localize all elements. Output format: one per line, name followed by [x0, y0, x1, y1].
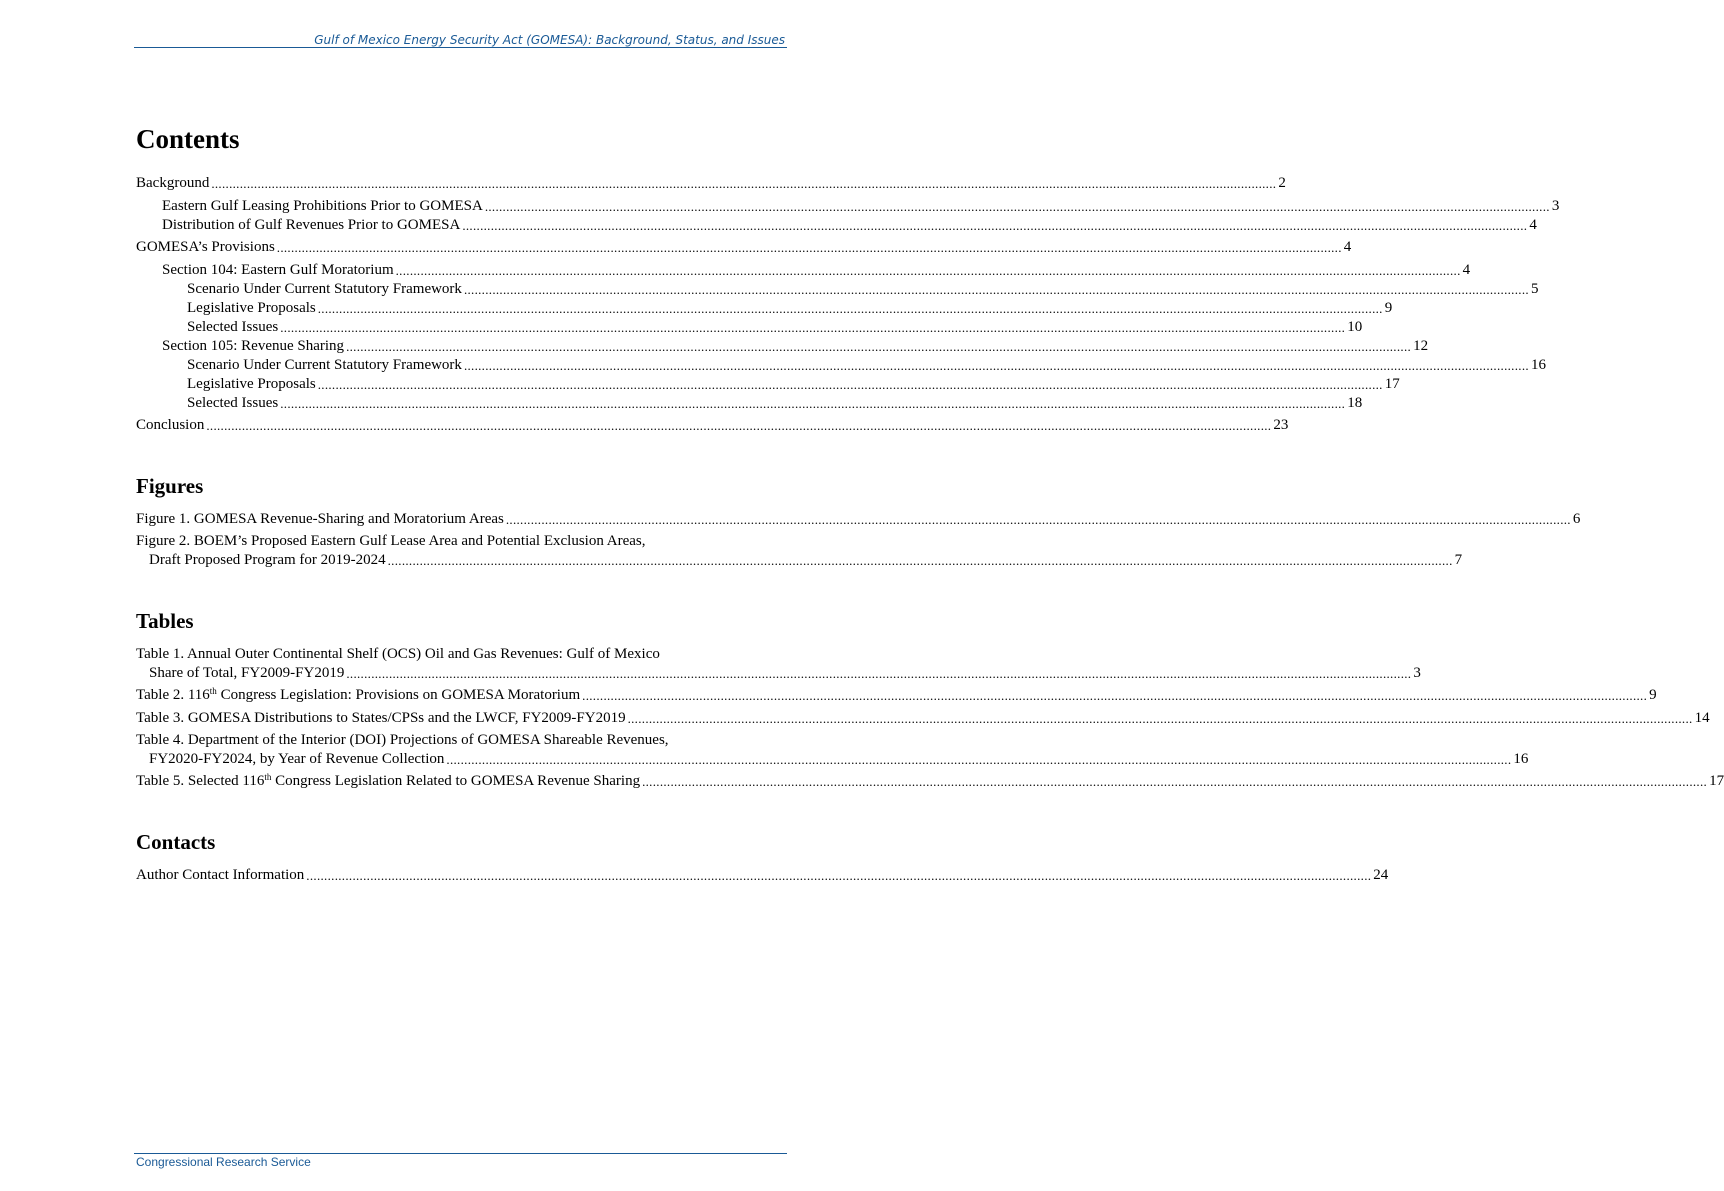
toc-entry-page: 16: [1530, 357, 1546, 373]
toc-entry-label: Scenario Under Current Statutory Framework: [187, 357, 462, 373]
toc-entry-background[interactable]: [136, 174, 1286, 193]
toc-entry-label: Table 2. 116th Congress Legislation: Provisions on GOMESA Moratorium: [136, 686, 581, 703]
toc-entry-issues-104[interactable]: [187, 318, 1363, 337]
running-header: Gulf of Mexico Energy Security Act (GOMESA): Background, Status, and Issues: [314, 33, 785, 47]
toc-entry-page: 4: [1529, 217, 1537, 233]
dot-leader: ............................................................................................................................................................................................................................................................................................................: [484, 199, 1550, 214]
toc-entry-table-5[interactable]: [136, 772, 1724, 791]
toc-entry-table-4-line1[interactable]: Table 4. Department of the Interior (DOI) Projections of GOMESA Shareable Revenues,: [136, 732, 669, 748]
contents-heading: Contents: [136, 124, 240, 154]
toc-entry-page: 10: [1347, 319, 1363, 335]
dot-leader: ............................................................................................................................................................................................................................................................................................................: [306, 868, 1372, 883]
toc-entry-page: 12: [1413, 338, 1429, 354]
dot-leader: ............................................................................................................................................................................................................................................................................................................: [395, 263, 1461, 278]
dot-leader: ............................................................................................................................................................................................................................................................................................................: [206, 418, 1272, 433]
toc-entry-label: Eastern Gulf Leasing Prohibitions Prior to GOMESA: [162, 198, 483, 214]
toc-entry-author-contact[interactable]: [136, 866, 1389, 885]
toc-entry-distribution-revenues[interactable]: [162, 216, 1537, 235]
toc-entry-section-105[interactable]: [162, 337, 1429, 356]
toc-entry-section-104[interactable]: [162, 261, 1471, 280]
toc-entry-figure-1[interactable]: [136, 510, 1581, 529]
footer-source: Congressional Research Service: [136, 1155, 311, 1169]
toc-entry-label: GOMESA’s Provisions: [136, 239, 275, 255]
dot-leader: ............................................................................................................................................................................................................................................................................................................: [346, 339, 1412, 354]
toc-entry-label: FY2020-FY2024, by Year of Revenue Collection: [149, 751, 445, 767]
toc-entry-page: 17: [1709, 773, 1724, 789]
toc-entry-page: 9: [1649, 687, 1657, 703]
dot-leader: ............................................................................................................................................................................................................................................................................................................: [463, 358, 1529, 373]
dot-leader: ............................................................................................................................................................................................................................................................................................................: [317, 301, 1383, 316]
toc-entry-page: 14: [1694, 710, 1710, 726]
toc-entry-table-3[interactable]: [136, 709, 1710, 728]
toc-entry-conclusion[interactable]: [136, 416, 1289, 435]
toc-entry-page: 24: [1373, 867, 1389, 883]
toc-entry-label: Selected Issues: [187, 319, 279, 335]
dot-leader: ............................................................................................................................................................................................................................................................................................................: [276, 240, 1342, 255]
toc-entry-figure-2[interactable]: [149, 551, 1463, 570]
toc-entry-label: Section 105: Revenue Sharing: [162, 338, 345, 354]
toc-entry-table-4[interactable]: [149, 750, 1529, 769]
toc-entry-table-2[interactable]: [136, 686, 1657, 705]
toc-entry-label: Figure 1. GOMESA Revenue-Sharing and Moratorium Areas: [136, 511, 504, 527]
dot-leader: ............................................................................................................................................................................................................................................................................................................: [211, 176, 1277, 191]
dot-leader: ............................................................................................................................................................................................................................................................................................................: [446, 752, 1512, 767]
dot-leader: ............................................................................................................................................................................................................................................................................................................: [462, 218, 1528, 233]
toc-entry-page: 23: [1273, 417, 1289, 433]
toc-entry-figure-2-line1[interactable]: Figure 2. BOEM’s Proposed Eastern Gulf Lease Area and Potential Exclusion Areas,: [136, 533, 646, 549]
toc-entry-label: Background: [136, 175, 210, 191]
toc-entry-label: Legislative Proposals: [187, 376, 316, 392]
toc-entry-legislative-104[interactable]: [187, 299, 1393, 318]
toc-entry-label: Scenario Under Current Statutory Framework: [187, 281, 462, 297]
toc-entry-label: Legislative Proposals: [187, 300, 316, 316]
toc-entry-label: Share of Total, FY2009-FY2019: [149, 665, 345, 681]
toc-entry-eastern-gulf-leasing[interactable]: [162, 197, 1560, 216]
dot-leader: ............................................................................................................................................................................................................................................................................................................: [582, 688, 1648, 703]
dot-leader: ............................................................................................................................................................................................................................................................................................................: [627, 711, 1693, 726]
toc-entry-label: Draft Proposed Program for 2019-2024: [149, 552, 386, 568]
dot-leader: ............................................................................................................................................................................................................................................................................................................: [317, 377, 1383, 392]
toc-entry-page: 3: [1551, 198, 1560, 214]
toc-entry-gomesa-provisions[interactable]: [136, 238, 1352, 257]
dot-leader: ............................................................................................................................................................................................................................................................................................................: [463, 282, 1529, 297]
footer-rule: [134, 1153, 787, 1154]
toc-entry-issues-105[interactable]: [187, 394, 1363, 413]
toc-entry-label: Section 104: Eastern Gulf Moratorium: [162, 262, 394, 278]
toc-entry-label: Table 3. GOMESA Distributions to States/CPSs and the LWCF, FY2009-FY2019: [136, 710, 626, 726]
dot-leader: ............................................................................................................................................................................................................................................................................................................: [642, 774, 1708, 789]
toc-entry-scenario-105[interactable]: [187, 356, 1546, 375]
toc-entry-page: 9: [1384, 300, 1393, 316]
toc-entry-page: 7: [1454, 552, 1463, 568]
figures-heading: Figures: [136, 474, 204, 498]
toc-entry-table-1-line1[interactable]: Table 1. Annual Outer Continental Shelf (OCS) Oil and Gas Revenues: Gulf of Mexico: [136, 646, 660, 662]
toc-entry-page: 4: [1343, 239, 1352, 255]
toc-entry-page: 18: [1347, 395, 1363, 411]
dot-leader: ............................................................................................................................................................................................................................................................................................................: [280, 396, 1346, 411]
tables-heading: Tables: [136, 609, 194, 633]
toc-entry-page: 3: [1413, 665, 1421, 681]
dot-leader: ............................................................................................................................................................................................................................................................................................................: [280, 320, 1346, 335]
contacts-heading: Contacts: [136, 830, 216, 854]
toc-entry-label: Distribution of Gulf Revenues Prior to GOMESA: [162, 217, 461, 233]
toc-entry-page: 4: [1462, 262, 1471, 278]
toc-entry-page: 5: [1530, 281, 1539, 297]
toc-entry-label: Author Contact Information: [136, 867, 305, 883]
dot-leader: ............................................................................................................................................................................................................................................................................................................: [505, 512, 1571, 527]
header-rule: [134, 47, 787, 48]
toc-entry-scenario-104[interactable]: [187, 280, 1539, 299]
toc-entry-legislative-105[interactable]: [187, 375, 1400, 394]
toc-entry-label: Selected Issues: [187, 395, 279, 411]
toc-entry-label: Table 5. Selected 116th Congress Legislation Related to GOMESA Revenue Sharing: [136, 772, 641, 789]
dot-leader: ............................................................................................................................................................................................................................................................................................................: [346, 666, 1412, 681]
toc-entry-page: 2: [1278, 175, 1286, 191]
toc-entry-page: 16: [1513, 751, 1529, 767]
toc-entry-page: 6: [1572, 511, 1581, 527]
toc-entry-table-1[interactable]: [149, 664, 1421, 683]
toc-entry-label: Conclusion: [136, 417, 205, 433]
dot-leader: ............................................................................................................................................................................................................................................................................................................: [387, 553, 1453, 568]
toc-entry-page: 17: [1384, 376, 1400, 392]
